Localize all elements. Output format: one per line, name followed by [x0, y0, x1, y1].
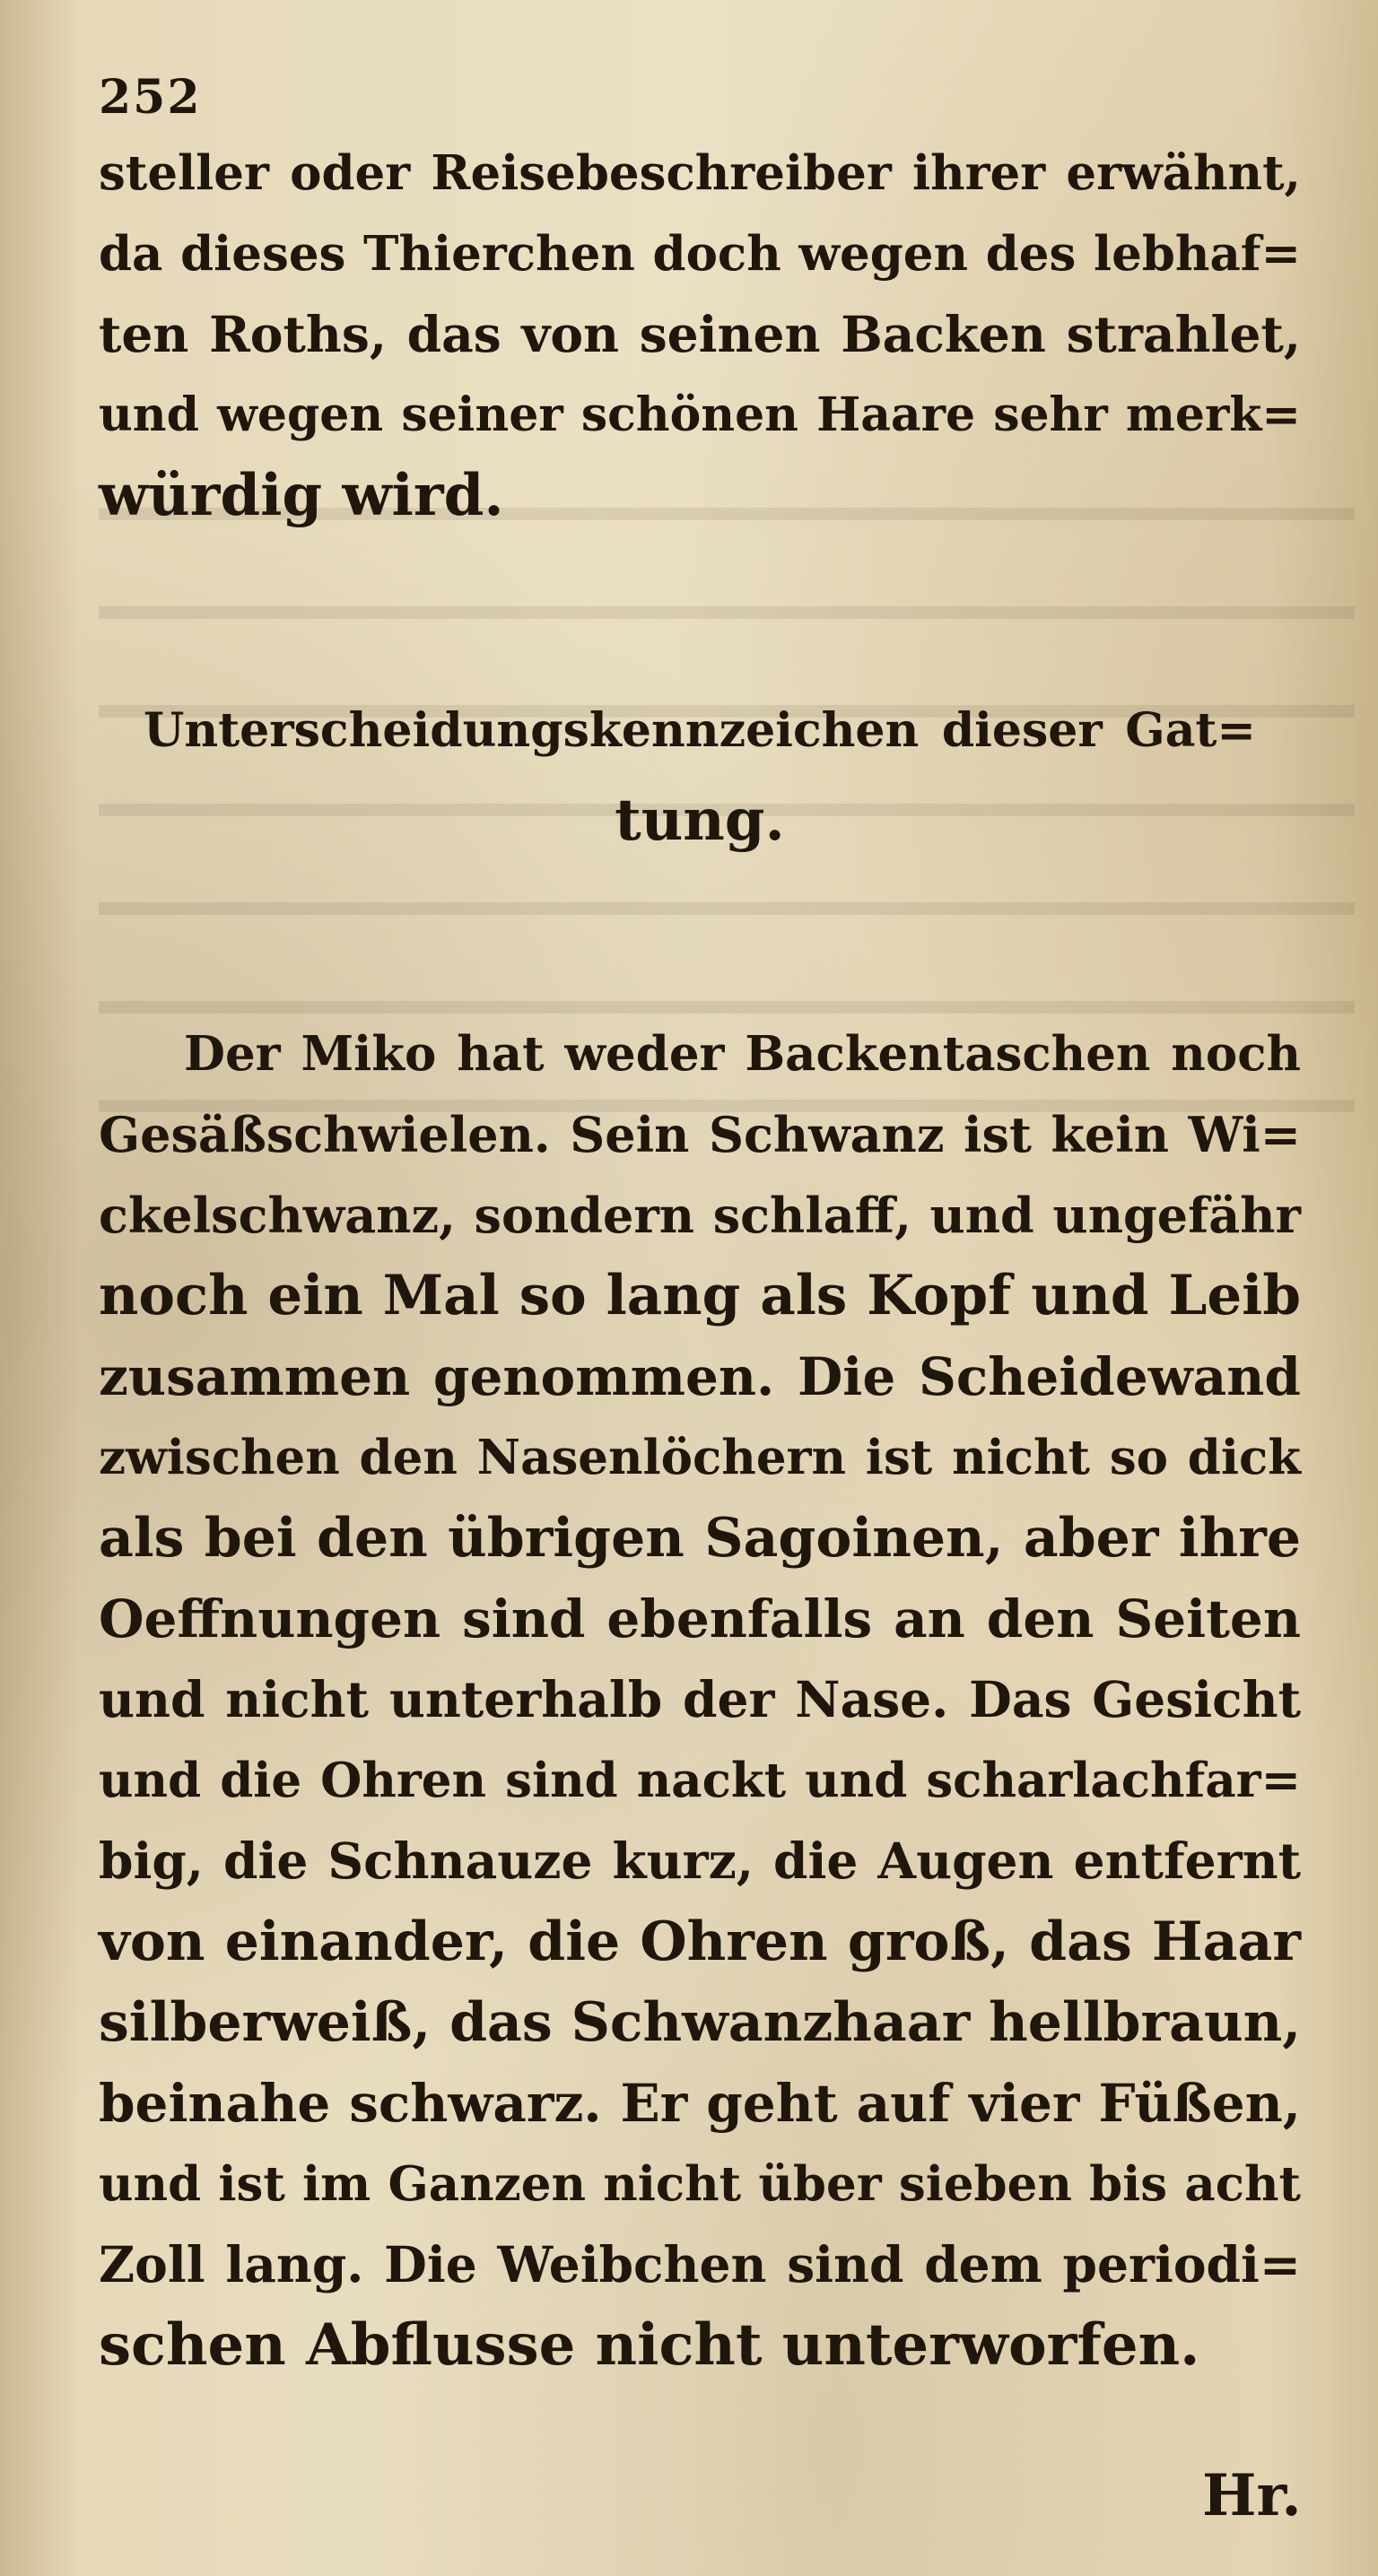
- section-heading: Unterscheidungskennzeichen dieser Gat=: [144, 703, 1256, 758]
- body-line: Der Miko hat weder Backentaschen noch: [184, 1026, 1301, 1082]
- body-line: ckelschwanz, sondern schlaff, und ungefähr: [99, 1187, 1301, 1244]
- intro-line: steller oder Reisebeschreiber ihrer erwähnt,: [99, 145, 1301, 201]
- body-line: zwischen den Nasenlöchern ist nicht so dick: [99, 1430, 1301, 1485]
- body-line: als bei den übrigen Sagoinen, aber ihre: [99, 1507, 1301, 1570]
- catchword: Hr.: [1202, 2462, 1302, 2529]
- body-line: silberweiß, das Schwanzhaar hellbraun,: [99, 1991, 1302, 2054]
- section-heading-continued: tung.: [615, 787, 785, 854]
- intro-line: und wegen seiner schönen Haare sehr merk=: [99, 387, 1301, 442]
- body-line: Oeffnungen sind ebenfalls an den Seiten: [99, 1588, 1301, 1649]
- body-line: Gesäßschwielen. Sein Schwanz ist kein Wi=: [99, 1106, 1301, 1163]
- body-line: und ist im Ganzen nicht über sieben bis acht: [99, 2156, 1301, 2212]
- body-line: Zoll lang. Die Weibchen sind dem periodi=: [99, 2235, 1301, 2293]
- body-line: schen Abflusse nicht unterworfen.: [99, 2311, 1200, 2379]
- body-line: beinahe schwarz. Er geht auf vier Füßen,: [99, 2073, 1301, 2134]
- body-line: big, die Schnauze kurz, die Augen entfernt: [99, 1832, 1301, 1890]
- body-line: zusammen genommen. Die Scheidewand: [99, 1346, 1301, 1407]
- intro-line: ten Roths, das von seinen Backen strahlet,: [99, 305, 1301, 363]
- intro-line: da dieses Thierchen doch wegen des lebhaf=: [99, 226, 1301, 282]
- body-line: und die Ohren sind nackt und scharlachfar=: [99, 1753, 1301, 1808]
- body-line: noch ein Mal so lang als Kopf und Leib: [99, 1264, 1301, 1327]
- intro-line: würdig wird.: [99, 462, 504, 529]
- body-line: und nicht unterhalb der Nase. Das Gesicht: [99, 1670, 1301, 1728]
- body-line: von einander, die Ohren groß, das Haar: [99, 1910, 1301, 1973]
- page-number: 252: [99, 70, 202, 125]
